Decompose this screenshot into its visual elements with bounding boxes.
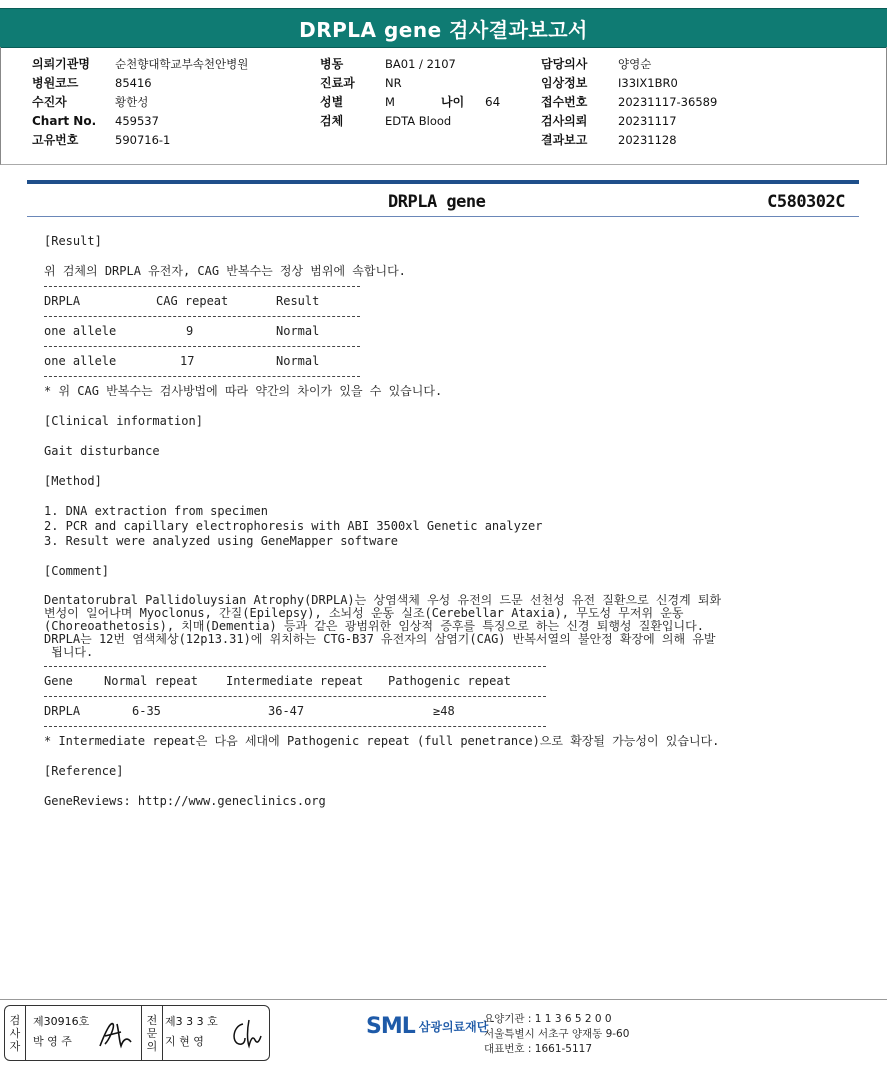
column-header: Gene: [44, 674, 73, 688]
table-rule: [44, 689, 864, 704]
table-row: [44, 354, 864, 369]
allele-label: one allele: [44, 324, 117, 338]
column-header: Pathogenic repeat: [388, 674, 511, 688]
method-step: 3. Result were analyzed using GeneMapper software: [44, 534, 399, 548]
info-label: 병동: [320, 57, 344, 71]
comment-heading: [Comment]: [44, 564, 110, 578]
label-char: 문: [146, 1026, 158, 1040]
patient-info-panel: [0, 47, 887, 165]
reference-heading: [Reference]: [44, 764, 124, 778]
cag-repeat-value: 9: [186, 324, 194, 338]
table-rule: [44, 369, 864, 384]
info-label: 성별: [320, 95, 344, 109]
info-label: 검사의뢰: [541, 114, 588, 128]
footer-divider: [0, 999, 887, 1000]
comment-line: 됩니다.: [44, 646, 94, 659]
report-title-bar: [0, 8, 887, 48]
report-body: [44, 234, 864, 809]
info-label: 수진자: [32, 95, 67, 109]
info-label: 임상정보: [541, 76, 588, 90]
info-row-report-date: [541, 131, 798, 150]
comment-line: Dentatorubral Pallidoluysian Atrophy(DRPLA)는 상염색체 우성 유전의 드문 선천성 유전 질환으로 신경계 퇴화: [44, 594, 722, 607]
info-row-unique-id: [32, 131, 295, 150]
info-row-hospital-code: [32, 74, 295, 93]
logo-org-name: 삼광의료재단: [418, 1020, 489, 1034]
info-label: 고유번호: [32, 133, 79, 147]
info-value: BA01 / 2107: [385, 57, 456, 71]
info-value: 20231117-36589: [618, 95, 718, 109]
result-value: Normal: [276, 324, 320, 338]
label-char: 검: [9, 1013, 21, 1027]
info-value: NR: [385, 76, 402, 90]
normal-repeat-value: 6-35: [132, 704, 161, 718]
table-rule: [44, 279, 864, 294]
table-rule: [44, 339, 864, 354]
specialist-name: 지 현 영: [165, 1035, 204, 1048]
column-header: Intermediate repeat: [226, 674, 364, 688]
info-label: 의뢰기관명: [32, 57, 90, 71]
info-label: 병원코드: [32, 76, 79, 90]
info-row-accession-no: [541, 93, 798, 112]
info-row-age: [441, 93, 500, 110]
info-value: I33IX1BR0: [618, 76, 678, 90]
section-divider: [27, 180, 859, 184]
info-row-clinical-code: [541, 74, 798, 93]
comment-line: DRPLA는 12번 염색체상(12p13.31)에 위치하는 CTG-B37 유전자의 삼염기(CAG) 반복서열의 불안정 확장에 의해 유발: [44, 633, 716, 646]
reference-text: GeneReviews: http://www.geneclinics.org: [44, 794, 326, 808]
result-summary: 위 검체의 DRPLA 유전자, CAG 반복수는 정상 범위에 속합니다.: [44, 264, 406, 278]
column-header: CAG repeat: [156, 294, 229, 308]
info-value: EDTA Blood: [385, 114, 452, 128]
info-label: 결과보고: [541, 133, 588, 147]
allele-label: one allele: [44, 354, 117, 368]
specialist-info: [165, 1012, 218, 1052]
specialist-label: [141, 1006, 163, 1060]
info-row-chart-no: [32, 112, 295, 131]
patient-info-column-3: [541, 55, 798, 150]
examiner-label: [5, 1006, 26, 1060]
info-value: 85416: [115, 76, 152, 90]
signature-box: [4, 1005, 270, 1061]
sml-logo: [366, 1014, 488, 1039]
table-header-row: [44, 294, 864, 309]
table-rule: [44, 309, 864, 324]
logo-mark: SML: [366, 1014, 415, 1039]
info-label: 나이: [441, 95, 465, 109]
info-label: 접수번호: [541, 95, 588, 109]
comment-line: 변성이 일어나며 Myoclonus, 간질(Epilepsy), 소뇌성 운동 실조(Cerebellar Ataxia), 무도성 무저위 운동: [44, 607, 684, 620]
specialist-license: 제3 3 3 호: [165, 1015, 218, 1028]
info-value: M: [385, 95, 395, 109]
info-row-physician: [541, 55, 798, 74]
info-value: 459537: [115, 114, 159, 128]
column-header: Normal repeat: [104, 674, 198, 688]
address-line: 요양기관 : 1 1 3 6 5 2 0 0: [484, 1013, 612, 1025]
result-value: Normal: [276, 354, 320, 368]
test-code: C580302C: [767, 192, 845, 212]
examiner-license: 제30916호: [33, 1015, 90, 1028]
method-heading: [Method]: [44, 474, 102, 488]
examiner-name: 박 영 주: [33, 1035, 72, 1048]
info-value: 64: [485, 95, 501, 109]
info-row-institution: [32, 55, 295, 74]
label-char: 자: [9, 1039, 21, 1053]
info-label: Chart No.: [32, 114, 97, 128]
test-name: DRPLA gene: [388, 192, 486, 212]
comment-line: (Choreoathetosis), 치매(Dementia) 등과 같은 광범위한 임상적 증후를 특징으로 하는 신경 퇴행성 질환입니다.: [44, 620, 704, 633]
clinical-text: Gait disturbance: [44, 444, 160, 458]
info-value: 20231128: [618, 133, 677, 147]
address-line: 서울특별시 서초구 양재동 9-60: [484, 1028, 630, 1040]
column-header: Result: [276, 294, 320, 308]
method-step: 1. DNA extraction from specimen: [44, 504, 268, 518]
info-label: 검체: [320, 114, 344, 128]
table-rule: [44, 719, 864, 734]
info-value: 590716-1: [115, 133, 171, 147]
pathogenic-repeat-value: ≥48: [433, 704, 455, 718]
address-line: 대표번호 : 1661-5117: [484, 1043, 593, 1055]
table-rule: [44, 659, 864, 674]
table-header-row: [44, 674, 864, 689]
info-value: 20231117: [618, 114, 677, 128]
info-row-request-date: [541, 112, 798, 131]
patient-info-column-1: [32, 55, 295, 150]
method-step: 2. PCR and capillary electrophoresis with ABI 3500xl Genetic analyzer: [44, 519, 543, 533]
lab-address: [484, 1012, 629, 1057]
intermediate-repeat-value: 36-47: [268, 704, 305, 718]
examiner-info: [33, 1012, 89, 1052]
specialist-signature-icon: [227, 1016, 265, 1052]
test-heading: [27, 188, 859, 217]
result-note: * 위 CAG 반복수는 검사방법에 따라 약간의 차이가 있을 수 있습니다.: [44, 384, 443, 398]
result-heading: [Result]: [44, 234, 102, 248]
info-value: 양영순: [618, 57, 652, 71]
column-header: DRPLA: [44, 294, 81, 308]
info-row-patient-name: [32, 93, 295, 112]
comment-note: * Intermediate repeat은 다음 세대에 Pathogenic repeat (full penetrance)으로 확장될 가능성이 있습니다.: [44, 734, 720, 748]
label-char: 의: [146, 1039, 158, 1053]
info-value: 황한성: [115, 95, 149, 109]
info-label: 담당의사: [541, 57, 588, 71]
info-value: 순천향대학교부속천안병원: [115, 57, 249, 71]
cag-repeat-value: 17: [180, 354, 195, 368]
examiner-signature-icon: [97, 1018, 137, 1052]
gene-value: DRPLA: [44, 704, 81, 718]
clinical-heading: [Clinical information]: [44, 414, 203, 428]
table-row: [44, 324, 864, 339]
label-char: 전: [146, 1013, 158, 1027]
report-title: DRPLA gene 검사결과보고서: [299, 17, 588, 42]
label-char: 사: [9, 1026, 21, 1040]
table-row: [44, 704, 864, 719]
info-label: 진료과: [320, 76, 355, 90]
